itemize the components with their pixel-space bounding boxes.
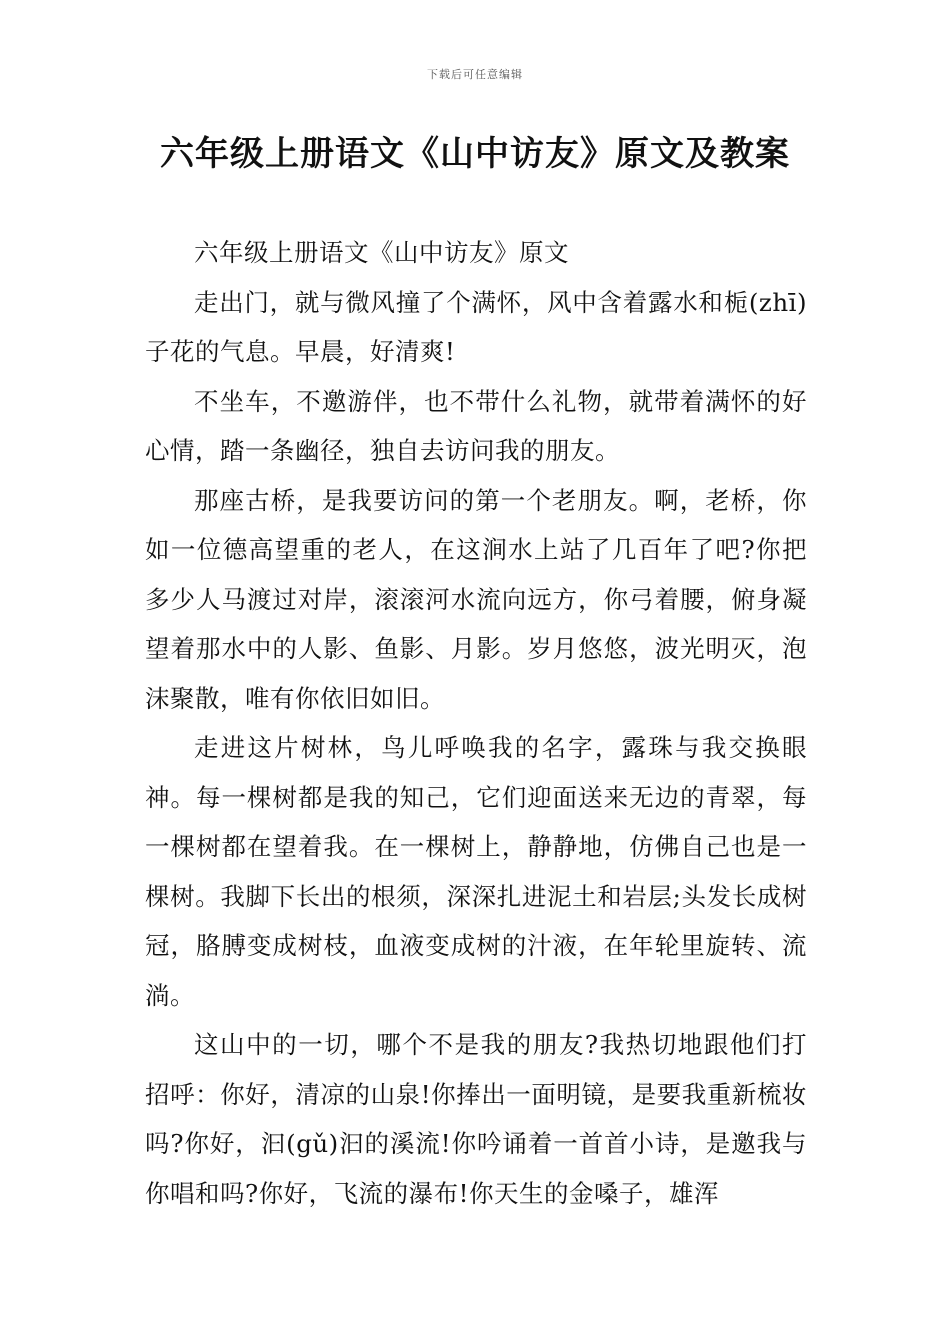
section-heading: 六年级上册语文《山中访友》原文 [194,238,569,267]
paragraph-4: 走进这片树林，鸟儿呼唤我的名字，露珠与我交换眼神。每一棵树都是我的知己，它们迎面送来无边的青翠，每一棵树都在望着我。在一棵树上，静静地，仿佛自己也是一棵树。我脚下长出的根须，深深扎进泥土和岩层;头发长成树冠，胳膊变成树枝，血液变成树的汁液，在年轮里旋转、流淌。 [145,733,807,1010]
document-body [145,228,807,1218]
document-title: 六年级上册语文《山中访友》原文及教案 [160,134,790,174]
paragraph-3: 那座古桥，是我要访问的第一个老朋友。啊，老桥，你如一位德高望重的老人，在这涧水上站了几百年了吧?你把多少人马渡过对岸，滚滚河水流向远方，你弓着腰，俯身凝望着那水中的人影、鱼影、月影。岁月悠悠，波光明灭，泡沫聚散，唯有你依旧如旧。 [145,485,807,713]
paragraph-5: 这山中的一切，哪个不是我的朋友?我热切地跟他们打招呼：你好，清凉的山泉!你捧出一面明镜，是要我重新梳妆吗?你好，汩(gǔ)汩的溪流!你吟诵着一首首小诗，是邀我与你唱和吗?你好，飞流的瀑布!你天生的金嗓子，雄浑 [145,1030,807,1208]
paragraph-2: 不坐车，不邀游伴，也不带什么礼物，就带着满怀的好心情，踏一条幽径，独自去访问我的朋友。 [145,386,807,465]
header-note: 下载后可任意编辑 [427,68,523,81]
paragraph-1: 走出门，就与微风撞了个满怀，风中含着露水和栀(zhī)子花的气息。早晨，好清爽! [145,287,807,366]
